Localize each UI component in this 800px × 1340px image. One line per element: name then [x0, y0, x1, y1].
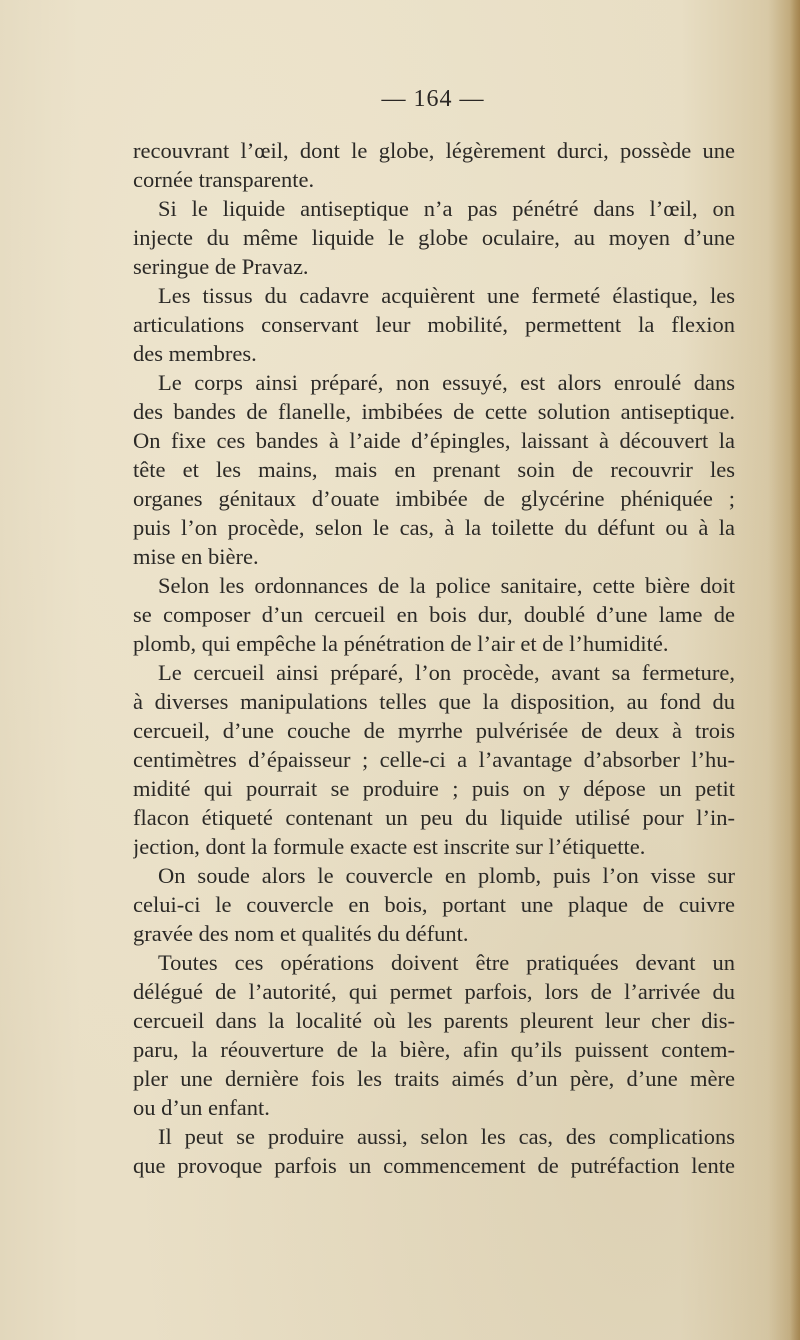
paragraph [133, 194, 735, 281]
text-line: Le corps ainsi préparé, non essuyé, est alors enroulé dans [158, 370, 735, 395]
paragraph [133, 281, 735, 368]
text-line: des membres. [133, 341, 257, 366]
text-line: Si le liquide antiseptique n’a pas pénétré dans l’œil, on [158, 196, 735, 221]
text-line: flacon étiqueté contenant un peu du liquide utilisé pour l’in- [133, 805, 735, 830]
text-line: organes génitaux d’ouate imbibée de glycérine phéniquée ; [133, 486, 735, 511]
text-line: délégué de l’autorité, qui permet parfois, lors de l’arrivée du [133, 979, 735, 1004]
text-line: pler une dernière fois les traits aimés d’un père, d’une mère [133, 1066, 735, 1091]
text-line: ou d’un enfant. [133, 1095, 270, 1120]
text-line: mise en bière. [133, 544, 259, 569]
text-line: paru, la réouverture de la bière, afin qu’ils puissent contem- [133, 1037, 735, 1062]
paragraph [133, 948, 735, 1122]
text-line: cornée transparente. [133, 167, 315, 192]
text-line: seringue de Pravaz. [133, 254, 309, 279]
text-line: cercueil dans la localité où les parents pleurent leur cher dis- [133, 1008, 735, 1033]
text-line: centimètres d’épaisseur ; celle-ci a l’avantage d’absorber l’hu- [133, 747, 735, 772]
text-line: puis l’on procède, selon le cas, à la toilette du défunt ou à la [133, 515, 735, 540]
paragraph [133, 1122, 735, 1180]
text-line: injecte du même liquide le globe oculaire, au moyen d’une [133, 225, 735, 250]
text-line: midité qui pourrait se produire ; puis on y dépose un petit [133, 776, 735, 801]
text-line: à diverses manipulations telles que la disposition, au fond du [133, 689, 735, 714]
text-line: articulations conservant leur mobilité, permettent la flexion [133, 312, 735, 337]
text-line: Il peut se produire aussi, selon les cas, des complications [158, 1124, 735, 1149]
text-line: recouvrant l’œil, dont le globe, légèrement durci, possède une [133, 138, 735, 163]
paragraph [133, 571, 735, 658]
text-line: Selon les ordonnances de la police sanitaire, cette bière doit [158, 573, 735, 598]
page-number: — 164 — [381, 86, 485, 112]
text-line: gravée des nom et qualités du défunt. [133, 921, 469, 946]
text-line: Le cercueil ainsi préparé, l’on procède, avant sa fermeture, [158, 660, 735, 685]
text-line: On fixe ces bandes à l’aide d’épingles, laissant à découvert la [133, 428, 735, 453]
text-line: jection, dont la formule exacte est inscrite sur l’étiquette. [133, 834, 646, 859]
paragraph [133, 861, 735, 948]
text-line: cercueil, d’une couche de myrrhe pulvérisée de deux à trois [133, 718, 735, 743]
text-line: des bandes de flanelle, imbibées de cette solution antiseptique. [133, 399, 735, 424]
text-line: plomb, qui empêche la pénétration de l’air et de l’humidité. [133, 631, 669, 656]
paragraph [133, 136, 735, 194]
text-line: Les tissus du cadavre acquièrent une fermeté élastique, les [158, 283, 735, 308]
body-text [133, 136, 735, 1180]
text-line: On soude alors le couvercle en plomb, puis l’on visse sur [158, 863, 735, 888]
text-line: Toutes ces opérations doivent être pratiquées devant un [158, 950, 735, 975]
paragraph [133, 658, 735, 861]
paragraph [133, 368, 735, 571]
text-line: tête et les mains, mais en prenant soin de recouvrir les [133, 457, 735, 482]
text-line: que provoque parfois un commencement de putréfaction lente [133, 1153, 735, 1178]
text-line: se composer d’un cercueil en bois dur, doublé d’une lame de [133, 602, 735, 627]
text-line: celui-ci le couvercle en bois, portant une plaque de cuivre [133, 892, 735, 917]
page-edge-shadow [790, 0, 800, 1340]
